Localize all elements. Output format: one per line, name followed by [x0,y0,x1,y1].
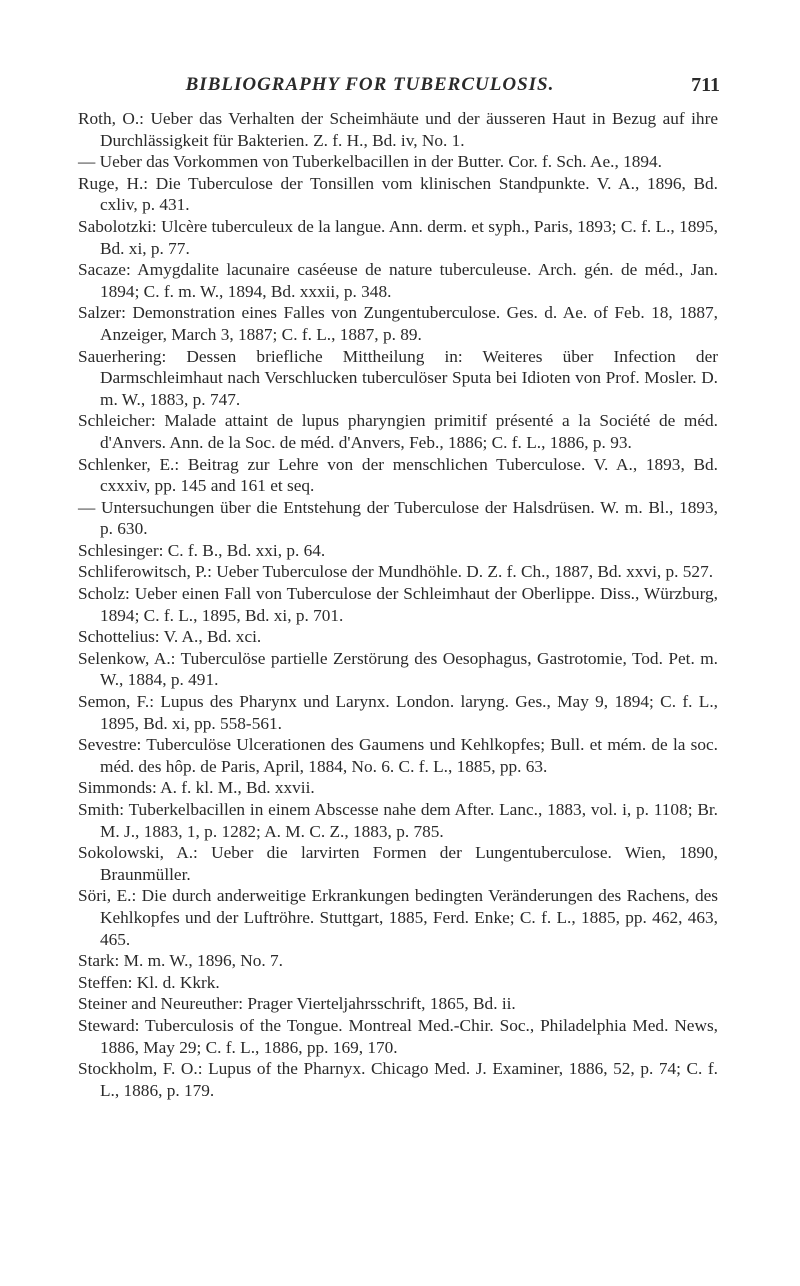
bibliography-entry: Roth, O.: Ueber das Verhalten der Scheimhäute und der äusseren Haut in Bezug auf ihre Durchlässigkeit für Bakterien. Z. f. H., Bd. iv, No. 1. [78,109,718,150]
bibliography-entry: Schleicher: Malade attaint de lupus pharyngien primitif présenté a la Société de méd. d'Anvers. Ann. de la Soc. de méd. d'Anvers, Feb., 1886; C. f. L., 1886, p. 93. [78,411,718,452]
running-head: BIBLIOGRAPHY FOR TUBERCULOSIS. [185,74,555,95]
bibliography-entry: Smith: Tuberkelbacillen in einem Abscesse nahe dem After. Lanc., 1883, vol. i, p. 1108; Br. M. J., 1883, 1, p. 1282; A. M. C. Z., 1883, p. 785. [78,800,718,841]
bibliography-entry: Semon, F.: Lupus des Pharynx und Larynx. London. laryng. Ges., May 9, 1894; C. f. L., 1895, Bd. xi, pp. 558-561. [78,692,718,733]
bibliography-entry: Steffen: Kl. d. Kkrk. [78,972,220,992]
bibliography-entry: Sauerhering: Dessen briefliche Mittheilung in: Weiteres über Infection der Darmschleimhaut nach Verschlucken tuberculöser Sputa bei Idioten von Prof. Mosler. D. m. W., 1883, p. 747. [78,346,718,409]
bibliography-entry: Sabolotzki: Ulcère tuberculeux de la langue. Ann. derm. et syph., Paris, 1893; C. f. L., 1895, Bd. xi, p. 77. [78,216,718,258]
bibliography-entry: Steward: Tuberculosis of the Tongue. Montreal Med.-Chir. Soc., Philadelphia Med. News, 1886, May 29; C. f. L., 1886, pp. 169, 170. [78,1015,718,1057]
bibliography-entry: Söri, E.: Die durch anderweitige Erkrankungen bedingten Veränderungen des Rachens, des Kehlkopfes und der Luftröhre. Stuttgart, 1885, Ferd. Enke; C. f. L., 1885, pp. 462, 463, 465. [78,886,718,949]
bibliography-entry: Schlesinger: C. f. B., Bd. xxi, p. 64. [78,540,326,560]
page-number: 711 [691,74,720,96]
bibliography-entry: Ruge, H.: Die Tuberculose der Tonsillen vom klinischen Standpunkte. V. A., 1896, Bd. cxliv, p. 431. [78,173,718,215]
page-header [80,74,720,98]
bibliography-entry: Simmonds: A. f. kl. M., Bd. xxvii. [78,778,315,798]
bibliography-entry: Scholz: Ueber einen Fall von Tuberculose der Schleimhaut der Oberlippe. Diss., Würzburg, 1894; C. f. L., 1895, Bd. xi, p. 701. [78,584,718,625]
bibliography-entry: Schliferowitsch, P.: Ueber Tuberculose der Mundhöhle. D. Z. f. Ch., 1887, Bd. xxvi, p. 527. [78,562,714,582]
bibliography-entry: Salzer: Demonstration eines Falles von Zungentuberculose. Ges. d. Ae. of Feb. 18, 1887, Anzeiger, March 3, 1887; C. f. L., 1887, p. 89. [78,303,718,344]
bibliography-entry: Schlenker, E.: Beitrag zur Lehre von der menschlichen Tuberculose. V. A., 1893, Bd. cxxxiv, pp. 145 and 161 et seq. [78,454,718,496]
bibliography-entry: — Ueber das Vorkommen von Tuberkelbacillen in der Butter. Cor. f. Sch. Ae., 1894. [78,152,662,172]
bibliography-entry: — Untersuchungen über die Entstehung der Tuberculose der Halsdrüsen. W. m. Bl., 1893, p. 630. [78,497,718,539]
bibliography-entry: Schottelius: V. A., Bd. xci. [78,627,262,647]
bibliography-entry: Stockholm, F. O.: Lupus of the Pharnyx. Chicago Med. J. Examiner, 1886, 52, p. 74; C. f. L., 1886, p. 179. [78,1059,718,1100]
bibliography-entry: Stark: M. m. W., 1896, No. 7. [78,951,283,971]
bibliography-entry: Steiner and Neureuther: Prager Vierteljahrsschrift, 1865, Bd. ii. [78,994,516,1014]
bibliography-list [78,108,718,1101]
bibliography-entry: Sevestre: Tuberculöse Ulcerationen des Gaumens und Kehlkopfes; Bull. et mém. de la soc. méd. des hôp. de Paris, April, 1884, No. 6. C. f. L., 1885, pp. 63. [78,735,718,776]
bibliography-entry: Sacaze: Amygdalite lacunaire caséeuse de nature tuberculeuse. Arch. gén. de méd., Jan. 1894; C. f. m. W., 1894, Bd. xxxii, p. 348. [78,260,718,301]
bibliography-entry: Selenkow, A.: Tuberculöse partielle Zerstörung des Oesophagus, Gastrotomie, Tod. Pet. m. W., 1884, p. 491. [78,648,718,690]
bibliography-entry: Sokolowski, A.: Ueber die larvirten Formen der Lungentuberculose. Wien, 1890, Braunmüller. [78,843,718,884]
